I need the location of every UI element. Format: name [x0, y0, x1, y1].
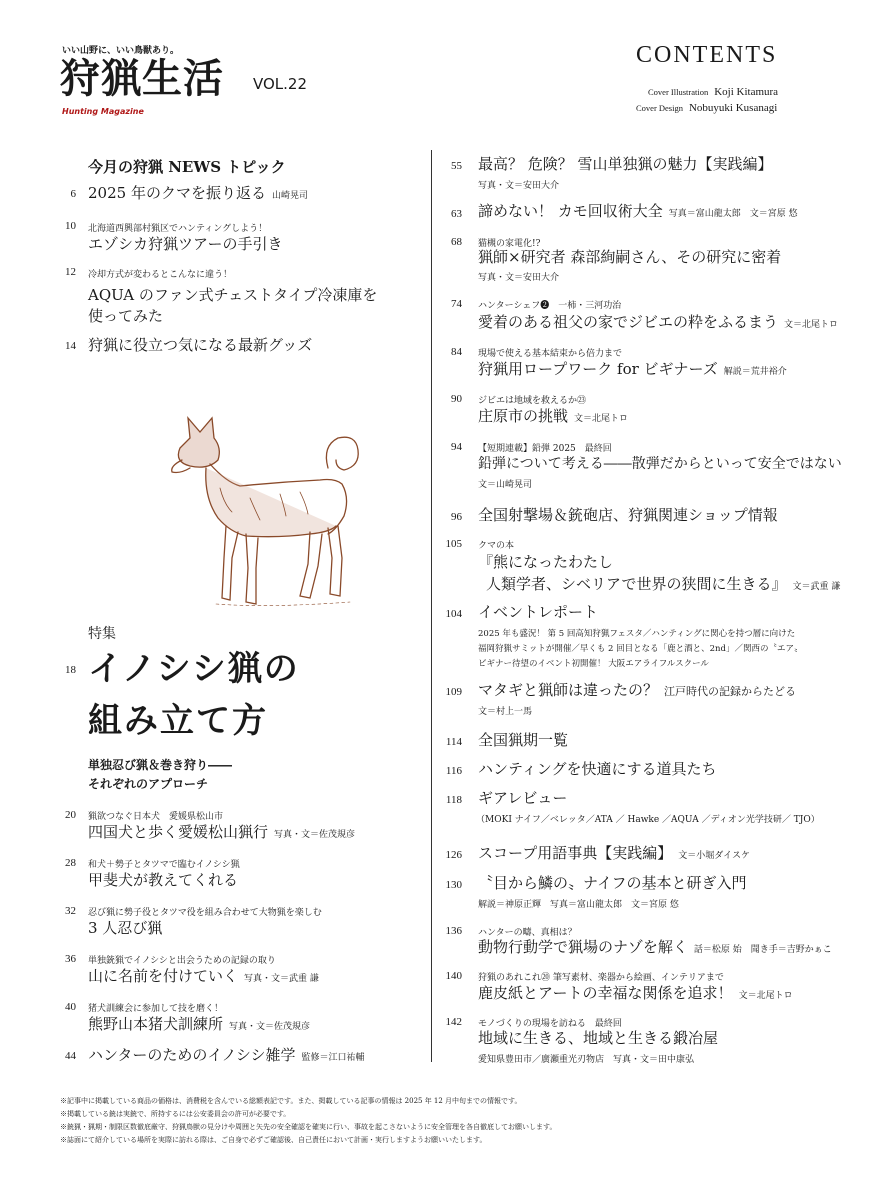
feature-subtitle	[88, 756, 232, 794]
item-byline: 愛知県豊田市／廣瀬重光刃物店 写真・文＝田中康弘	[478, 1055, 695, 1065]
item-credit: 山崎晃司	[271, 191, 308, 201]
page-number: 142	[445, 1016, 462, 1028]
description-line: 2025 年も盛況！ 第 5 回高知狩猟フェスタ／ハンティングに関心を持つ層に向けた	[478, 629, 796, 639]
footnote: ※掲載している銃は実銃で、所持するには公安委員会の許可が必要です。	[60, 1110, 291, 1118]
toc-item-title[interactable]: 全国猟期一覧	[478, 731, 569, 749]
cover-illustration-credit	[648, 86, 778, 98]
item-credit: 江戸時代の記録からたどる	[664, 685, 797, 698]
page-number: 28	[65, 857, 76, 869]
description-line: ビギナー待望のイベント初開催！ 大阪エアライフルスクール	[478, 659, 709, 669]
page-number: 32	[65, 905, 76, 917]
toc-item-title[interactable]: ハンティングを快適にする道具たち	[478, 760, 717, 778]
item-credit: 解説＝荒井裕介	[723, 367, 787, 377]
footnotes	[60, 1095, 556, 1147]
toc-item-title[interactable]: 〝目から鱗の〟ナイフの基本と研ぎ入門	[478, 874, 747, 892]
page-number: 44	[65, 1050, 76, 1062]
page-number: 105	[445, 538, 462, 550]
title-text: ハンターのためのイノシシ雑学	[88, 1046, 296, 1064]
item-credit: 話＝松原 始 聞き手＝吉野かぁこ	[693, 945, 832, 955]
item-byline: 文＝村上一馬	[478, 707, 533, 717]
item-kicker: 猪犬訓練会に参加して技を磨く！	[88, 1004, 224, 1014]
page-number: 140	[445, 970, 462, 982]
credit-label: Cover Illustration	[648, 87, 709, 97]
title-text: 動物行動学で猟場のナゾを解く	[478, 938, 688, 956]
footnote: ※記事中に掲載している商品の価格は、消費税を含んでいる総額表記です。また、掲載している記事の情報は 2025 年 12 月中旬までの情報です。	[60, 1097, 522, 1105]
item-kicker: 冷却方式が変わるとこんなに違う！	[88, 270, 233, 280]
title-text: 2025 年のクマを振り返る	[88, 184, 266, 202]
title-text: 愛着のある祖父の家でジビエの粋をふるまう	[478, 313, 779, 331]
title-text: 熊野山本猪犬訓練所	[88, 1015, 224, 1033]
item-kicker: ハンターの疇、真相は？	[478, 928, 577, 938]
page-number: 63	[451, 208, 462, 220]
title-text: マタギと猟師は違ったの？	[478, 681, 659, 699]
dog-illustration	[160, 408, 380, 618]
toc-item-title[interactable]: 狩猟に役立つ気になる最新グッズ	[88, 336, 313, 354]
page-number: 68	[451, 236, 462, 248]
page-number: 84	[451, 346, 462, 358]
contents-title: CONTENTS	[636, 42, 778, 68]
logo-subtitle: Hunting Magazine	[62, 107, 144, 116]
page-number: 116	[445, 765, 462, 777]
item-byline: 解説＝神原正輝 写真＝富山龍太郎 文＝宮原 悠	[478, 900, 679, 910]
item-kicker: ハンターシェフ❷ 一柿・三河功治	[478, 301, 622, 311]
page-number: 126	[445, 849, 462, 861]
feature-title-line: 組み立て方	[88, 701, 268, 741]
toc-item-title[interactable]: 全国射撃場＆銃砲店、狩猟関連ショップ情報	[478, 506, 778, 524]
item-credit: 文＝武重 謙	[792, 582, 841, 592]
toc-item-title[interactable]	[88, 1013, 310, 1038]
item-credit: 写真・文＝佐茂規彦	[229, 1022, 311, 1032]
item-kicker: 単独銃猟でイノシシと出会うための記録の取り	[88, 956, 276, 966]
page-number: 96	[451, 511, 462, 523]
item-credit: 文＝北尾トロ	[574, 414, 629, 424]
page-number: 109	[445, 686, 462, 698]
feature-title[interactable]	[88, 643, 300, 747]
item-kicker: 北海道西興部村猟区でハンティングしよう！	[88, 224, 268, 234]
toc-item-title[interactable]: AQUA のファン式チェストタイプ冷凍庫を	[88, 286, 378, 304]
toc-item-title[interactable]	[478, 842, 750, 867]
toc-item-title[interactable]: 『熊になったわたし	[478, 553, 614, 571]
page-number: 10	[65, 220, 76, 232]
page-number: 104	[445, 608, 462, 620]
page-number: 12	[65, 266, 76, 278]
item-kicker: モノづくりの現場を訪ねる 最終回	[478, 1019, 622, 1029]
item-kicker: ジビエは地域を救えるか㉓	[478, 396, 587, 406]
title-text: 狩猟用ロープワーク for ビギナーズ	[478, 360, 718, 378]
description-line: 福岡狩猟サミットが開催／早くも 2 回目となる「鹿と酒と、2nd」／関西の〝エア〟	[478, 644, 803, 654]
credit-name: Nobuyuki Kusanagi	[688, 102, 778, 114]
toc-item-title[interactable]	[478, 982, 793, 1007]
toc-item-title[interactable]	[88, 965, 319, 990]
page-number: 114	[445, 736, 462, 748]
title-text: 人類学者、シベリアで世界の狭間に生きる』	[486, 575, 787, 593]
item-credit: 監修＝江口祐輔	[301, 1053, 365, 1063]
item-kicker: 現場で使える基本結束から倍力まで	[478, 349, 623, 359]
item-credit: 写真・文＝武重 謙	[244, 974, 319, 984]
page-number: 90	[451, 393, 462, 405]
item-kicker: 和犬＋勢子とタツマで臨むイノシシ猟	[88, 860, 240, 870]
page-number: 118	[445, 794, 462, 806]
title-text: 諦めない！ カモ回収術大全	[478, 202, 663, 220]
page-number: 6	[70, 188, 76, 200]
page-number: 130	[445, 879, 462, 891]
feature-title-line: イノシシ猟の	[88, 649, 300, 689]
toc-item-title[interactable]	[478, 679, 796, 703]
item-byline: 文＝山崎晃司	[478, 480, 533, 490]
item-kicker: クマの本	[478, 541, 515, 551]
item-credit: 文＝北尾トロ	[738, 991, 793, 1001]
title-text: 山に名前を付けていく	[88, 967, 239, 985]
item-credit: 文＝小堀ダイスケ	[678, 851, 750, 861]
toc-item-title-cont[interactable]: 使ってみた	[88, 307, 164, 325]
credit-label: Cover Design	[636, 103, 683, 113]
toc-item-title[interactable]	[478, 358, 787, 383]
footnote: ※誌面にて紹介している場所を実際に訪れる際は、ご自身で必ずご確認後、自己責任において計画・実行しますようお願いいたします。	[60, 1136, 487, 1144]
page-number: 40	[65, 1001, 76, 1013]
title-text: 四国犬と歩く愛媛松山猟行	[88, 823, 269, 841]
toc-item-title[interactable]	[478, 936, 832, 961]
page-number: 20	[65, 809, 76, 821]
item-byline: 写真・文＝安田大介	[478, 181, 560, 191]
toc-item-title[interactable]: 最高？ 危険？ 雪山単独猟の魅力【実践編】	[478, 155, 773, 173]
item-kicker: 猟欲つなぐ日本犬 愛媛県松山市	[88, 812, 224, 822]
page-number: 18	[65, 664, 76, 676]
feature-subtitle-line: それぞれのアプローチ	[88, 777, 209, 791]
toc-item-title-cont[interactable]	[486, 573, 840, 598]
item-byline: 写真・文＝安田大介	[478, 273, 560, 283]
toc-item-title[interactable]	[478, 200, 798, 225]
cover-design-credit	[636, 102, 777, 114]
item-kicker: 忍び猟に勢子役とタツマ役を組み合わせて大物猟を楽しむ	[88, 908, 322, 918]
footnote: ※銃猟・猟期・制限区数徹底厳守、狩猟鳥獣の見分けや周囲と矢先の安全確認を確実に行い、事故を起こさないように安全管理を各自徹底してお願いします。	[60, 1123, 557, 1131]
item-credit: 文＝北尾トロ	[784, 320, 839, 330]
page-number: 14	[65, 340, 76, 352]
toc-item-title[interactable]: 甲斐犬が教えてくれる	[88, 871, 239, 889]
tagline: いい山野に、いい鳥獣あり。	[62, 46, 180, 56]
item-description	[478, 627, 802, 672]
title-text: スコープ用語事典【実践編】	[478, 844, 673, 862]
news-heading: 今月の狩猟 NEWS トピック	[88, 158, 286, 176]
magazine-logo: 狩猟生活	[60, 55, 224, 102]
page-number: 74	[451, 298, 462, 310]
page-number: 94	[451, 441, 462, 453]
item-credit: 写真＝富山龍太郎 文＝宮原 悠	[668, 209, 798, 219]
toc-item-title[interactable]	[88, 1044, 365, 1069]
toc-item-title[interactable]: 3 人忍び猟	[88, 919, 163, 937]
item-byline: （MOKI ナイフ／ベレッタ／ATA ／ Hawke ／AQUA ／ディオン光学技研／ TJO）	[476, 815, 820, 825]
title-text: 庄原市の挑戦	[478, 407, 569, 425]
page-number: 136	[445, 925, 462, 937]
toc-item-title[interactable]	[88, 821, 355, 846]
toc-item-title[interactable]	[88, 182, 308, 207]
feature-label: 特集	[88, 626, 116, 642]
feature-subtitle-line: 単独忍び猟＆巻き狩り――	[88, 758, 233, 772]
item-credit: 写真・文＝佐茂規彦	[274, 830, 356, 840]
title-text: 鹿皮紙とアートの幸福な関係を追求！	[478, 984, 733, 1002]
volume-number: VOL.22	[253, 75, 308, 93]
item-kicker: 猫槻の家電化!?	[478, 239, 541, 249]
toc-item-title[interactable]	[478, 311, 838, 336]
toc-item-title[interactable]: 鉛弾について考える――散弾だからといって安全ではない	[478, 456, 842, 472]
toc-item-title[interactable]: エゾシカ狩猟ツアーの手引き	[88, 235, 283, 253]
credit-name: Koji Kitamura	[714, 86, 779, 98]
page-number: 55	[451, 160, 462, 172]
toc-item-title[interactable]	[478, 405, 628, 430]
item-kicker: 【短期連載】鉛弾 2025 最終回	[478, 444, 612, 454]
item-kicker: 狩猟のあれこれ⑳ 筆写素材、楽器から絵画、インテリアまで	[478, 973, 724, 983]
toc-item-title[interactable]: ギアレビュー	[478, 789, 568, 807]
toc-item-title[interactable]: イベントレポート	[478, 603, 599, 621]
toc-item-title[interactable]: 地域に生きる、地域と生きる鍛冶屋	[478, 1029, 719, 1047]
toc-item-title[interactable]: 猟師×研究者 森部絢嗣さん、その研究に密着	[478, 248, 782, 266]
page-number: 36	[65, 953, 76, 965]
